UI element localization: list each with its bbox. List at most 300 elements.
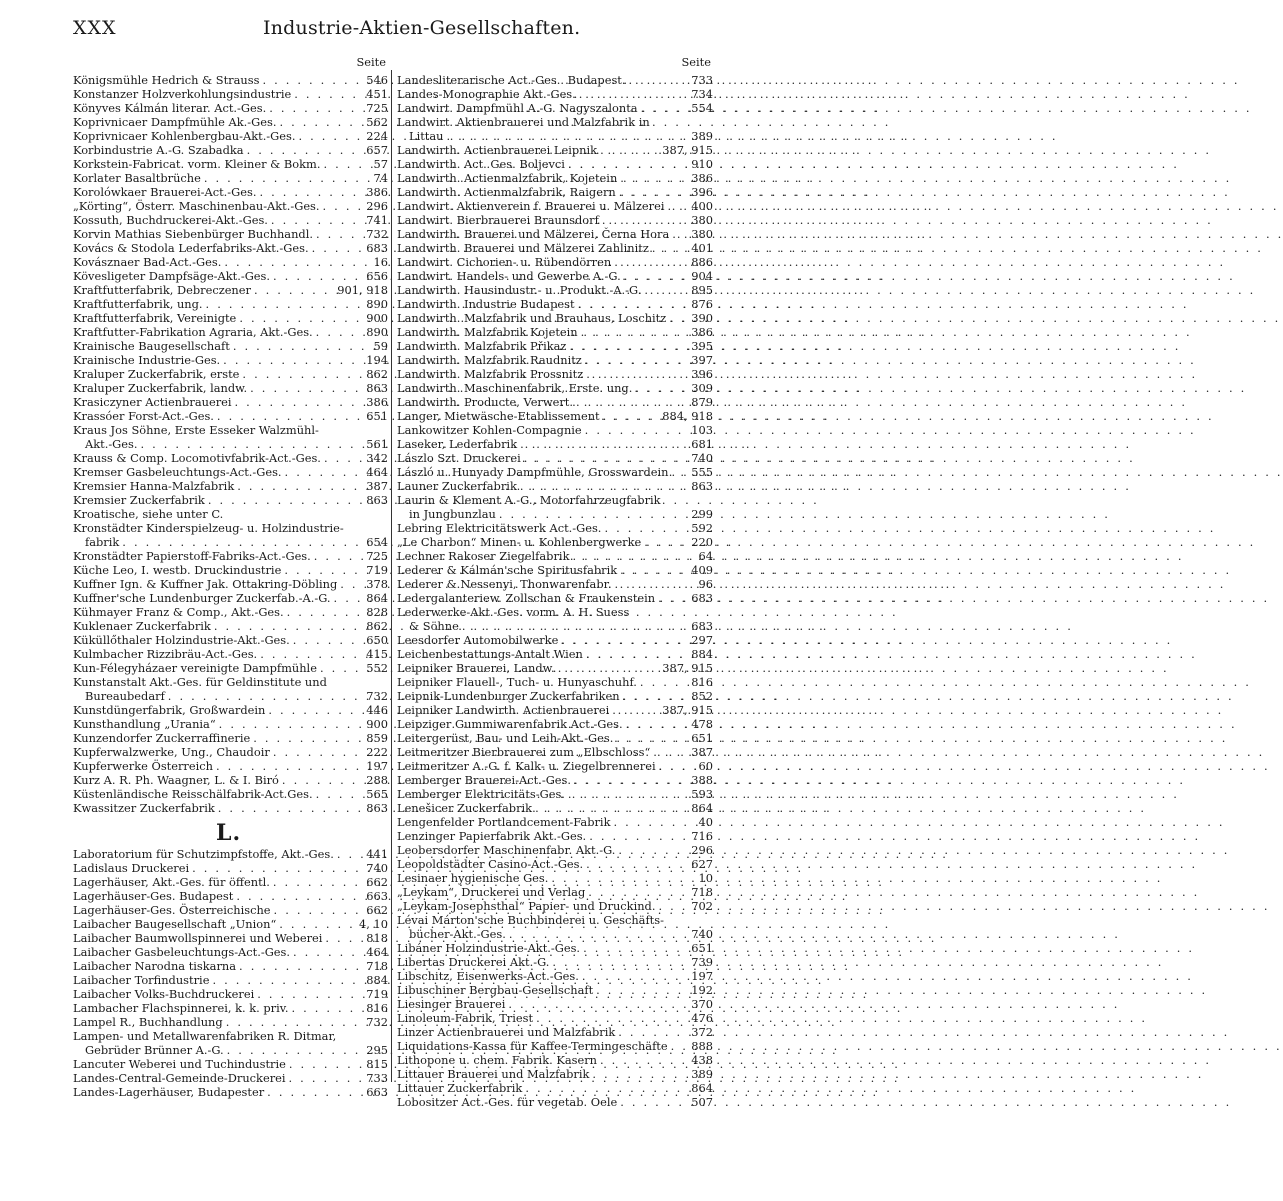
entry-page: 40 xyxy=(698,815,713,829)
dot-leader xyxy=(671,1039,686,1053)
index-entry xyxy=(73,745,388,759)
dot-leader xyxy=(669,311,686,325)
entry-page: 863 xyxy=(691,479,713,493)
dot-leader xyxy=(285,465,361,479)
dot-leader xyxy=(524,451,686,465)
entry-name: Laibacher Gasbeleuchtungs-Act.-Ges. xyxy=(73,945,291,959)
index-entry xyxy=(73,773,388,787)
entry-name: Lenešicer Zuckerfabrik xyxy=(397,801,533,815)
dot-leader xyxy=(616,731,686,745)
index-entry xyxy=(73,605,388,619)
entry-name: „Leykam-Josephsthal“ Papier- und Druckind. xyxy=(397,899,656,913)
index-entry xyxy=(73,875,388,889)
dot-leader xyxy=(293,633,361,647)
entry-name: Kraftfutterfabrik, Debreczener xyxy=(73,283,251,297)
entry-name: Lechner Rakoser Ziegelfabrik xyxy=(397,549,570,563)
index-list-k xyxy=(73,73,388,815)
index-entry xyxy=(73,423,388,437)
index-entry xyxy=(397,563,713,577)
entry-name: Lagerhäuser-Ges. Österreichische xyxy=(73,903,271,917)
entry-page: 651 xyxy=(691,941,713,955)
index-entry xyxy=(73,917,388,931)
dot-leader xyxy=(268,703,361,717)
entry-name: Kövesligeter Dampfsäge-Akt.-Ges. xyxy=(73,269,271,283)
index-entry xyxy=(397,479,713,493)
entry-page: 884 xyxy=(366,973,388,987)
index-entry xyxy=(397,255,713,269)
entry-page: 60 xyxy=(698,759,713,773)
entry-name: Laibacher Baumwollspinnerei und Weberei xyxy=(73,931,323,945)
entry-name: Küküllőthaler Holzindustrie-Akt.-Ges. xyxy=(73,633,290,647)
index-entry xyxy=(397,171,713,185)
index-entry xyxy=(397,437,713,451)
entry-page: 863 xyxy=(366,493,388,507)
dot-leader xyxy=(613,815,686,829)
index-entry xyxy=(397,311,713,325)
dot-leader xyxy=(298,129,361,143)
entry-name: Libschitz, Eisenwerks-Act.-Ges. xyxy=(397,969,579,983)
index-entry xyxy=(73,73,388,87)
entry-name: Landwirth. Actienmalzfabrik, Raigern xyxy=(397,185,616,199)
dot-leader xyxy=(558,661,660,675)
entry-page: 386 xyxy=(691,325,713,339)
dot-leader xyxy=(618,1025,686,1039)
dot-leader xyxy=(289,1071,361,1085)
entry-name: Lagerhäuser-Ges. Budapest xyxy=(73,889,234,903)
index-entry xyxy=(397,535,713,549)
entry-name: Kuffner'sche Lundenburger Zuckerfab.-A.-G. xyxy=(73,591,331,605)
entry-page: 400 xyxy=(691,199,713,213)
dot-leader xyxy=(586,857,686,871)
entry-name: Krassóer Forst-Act.-Ges. xyxy=(73,409,214,423)
entry-name: Kraftfutterfabrik, Vereinigte xyxy=(73,311,237,325)
entry-name: Lemberger Elektricitäts-Ges. xyxy=(397,787,565,801)
entry-name: Kovásznaer Bad-Act.-Ges. xyxy=(73,255,222,269)
entry-page: 387, 915 xyxy=(662,703,713,717)
index-entry xyxy=(397,73,713,87)
dot-leader xyxy=(233,339,361,353)
entry-page: 657 xyxy=(366,143,388,157)
dot-leader xyxy=(561,633,686,647)
entry-name: Landwirth. Brauerei und Mälzerei, Černa Hora xyxy=(397,227,670,241)
entry-page: 372 xyxy=(691,1025,713,1039)
entry-name: Littau xyxy=(409,129,444,143)
index-entry xyxy=(397,283,713,297)
index-entry xyxy=(397,1067,713,1081)
index-entry xyxy=(73,297,388,311)
entry-page: 650 xyxy=(366,633,388,647)
dot-leader xyxy=(287,605,361,619)
dot-leader xyxy=(535,801,686,815)
index-entry xyxy=(397,717,713,731)
entry-page: 342 xyxy=(366,451,388,465)
entry-page: 895 xyxy=(691,283,713,297)
entry-name: Kossuth, Buchdruckerei-Akt.-Ges. xyxy=(73,213,268,227)
entry-page: 555 xyxy=(691,465,713,479)
entry-name: Littauer Brauerei und Malzfabrik xyxy=(397,1067,590,1081)
dot-leader xyxy=(586,367,686,381)
dot-leader xyxy=(579,87,686,101)
entry-page: 718 xyxy=(366,959,388,973)
entry-name: Leipniker Brauerei, Landw. xyxy=(397,661,555,675)
entry-page: 732 xyxy=(366,1015,388,1029)
entry-name: Langer, Mietwäsche-Etablissement xyxy=(397,409,600,423)
dot-leader xyxy=(644,535,686,549)
entry-page: 816 xyxy=(691,675,713,689)
entry-name: „Le Charbon“ Minen- u. Kohlenbergwerke xyxy=(397,535,642,549)
index-entry xyxy=(397,983,713,997)
dot-leader xyxy=(509,927,686,941)
entry-page: 220 xyxy=(691,535,713,549)
entry-page: 297 xyxy=(691,633,713,647)
index-entry xyxy=(397,619,713,633)
dot-leader xyxy=(635,381,686,395)
dot-leader xyxy=(520,479,686,493)
entry-name: Königsmühle Hedrich & Strauss xyxy=(73,73,260,87)
entry-page: 10 xyxy=(698,871,713,885)
index-entry xyxy=(73,633,388,647)
index-entry xyxy=(73,647,388,661)
entry-name: Kupferwerke Österreich xyxy=(73,759,213,773)
entry-page: 816 xyxy=(366,1001,388,1015)
entry-name: Lederer & Nessenyi, Thonwarenfabr. xyxy=(397,577,612,591)
entry-page: 852 xyxy=(691,689,713,703)
entry-page: 740 xyxy=(691,927,713,941)
index-entry xyxy=(397,269,713,283)
entry-page: 732 xyxy=(366,227,388,241)
entry-page: 890 xyxy=(366,325,388,339)
entry-page: 441 xyxy=(366,847,388,861)
entry-name: Lampen- und Metallwarenfabriken R. Ditmar, xyxy=(73,1029,337,1043)
index-entry xyxy=(397,703,713,717)
entry-name: Bureaubedarf xyxy=(85,689,165,703)
entry-page: 476 xyxy=(691,1011,713,1025)
dot-leader xyxy=(585,423,686,437)
entry-name: Kremser Gasbeleuchtungs-Act.-Ges. xyxy=(73,465,282,479)
entry-name: Kraftfutterfabrik, ung. xyxy=(73,297,203,311)
entry-name: Laibacher Torfindustrie xyxy=(73,973,210,987)
entry-page: 561 xyxy=(366,437,388,451)
entry-name: Lithopone u. chem. Fabrik. Kasern xyxy=(397,1053,598,1067)
dot-leader xyxy=(323,199,361,213)
dot-leader xyxy=(140,437,361,451)
dot-leader xyxy=(273,745,361,759)
dot-leader xyxy=(212,973,361,987)
index-entry xyxy=(397,213,713,227)
entry-name: Linoleum-Fabrik, Triest xyxy=(397,1011,534,1025)
index-entry xyxy=(73,731,388,745)
index-entry xyxy=(397,325,713,339)
entry-page: 890 xyxy=(366,297,388,311)
entry-name: Kunstdüngerfabrik, Großwardein xyxy=(73,703,266,717)
entry-name: Landwirth. Producte, Verwert. xyxy=(397,395,574,409)
entry-page: 386 xyxy=(366,185,388,199)
index-entry xyxy=(73,381,388,395)
index-entry xyxy=(397,801,713,815)
dot-leader xyxy=(122,535,361,549)
dot-leader xyxy=(262,73,361,87)
index-entry xyxy=(397,1011,713,1025)
entry-page: 900 xyxy=(366,311,388,325)
dot-leader xyxy=(325,931,361,945)
entry-page: 288 xyxy=(366,773,388,787)
dot-leader xyxy=(237,479,361,493)
entry-page: 627 xyxy=(691,857,713,871)
dot-leader xyxy=(235,395,361,409)
index-entry xyxy=(397,465,713,479)
dot-leader xyxy=(257,987,361,1001)
index-entry xyxy=(73,1071,388,1085)
dot-leader xyxy=(586,647,686,661)
index-entry xyxy=(73,661,388,675)
dot-leader xyxy=(582,969,686,983)
entry-page: 192 xyxy=(691,983,713,997)
entry-name: Liesinger Brauerei xyxy=(397,997,506,1011)
entry-name: Kremsier Zuckerfabrik xyxy=(73,493,205,507)
dot-leader xyxy=(499,507,686,521)
dot-leader xyxy=(340,577,361,591)
entry-page: 224 xyxy=(366,129,388,143)
entry-name: Lagerhäuser, Akt.-Ges. für öffentl. xyxy=(73,875,270,889)
entry-page: 554 xyxy=(691,101,713,115)
dot-leader xyxy=(620,563,686,577)
dot-leader xyxy=(282,773,361,787)
index-entry xyxy=(397,577,713,591)
index-entry xyxy=(397,185,713,199)
entry-page: 662 xyxy=(366,903,388,917)
entry-name: Landwirth. Actienmalzfabrik, Kojetein xyxy=(397,171,618,185)
section-letter: L. xyxy=(216,820,242,846)
index-entry xyxy=(397,661,713,675)
entry-name: Könyves Kálmán literar. Act.-Ges. xyxy=(73,101,267,115)
dot-leader xyxy=(271,213,361,227)
entry-page: 683 xyxy=(691,591,713,605)
dot-leader xyxy=(603,409,660,423)
dot-leader xyxy=(569,339,686,353)
entry-name: in Jungbunzlau xyxy=(409,507,496,521)
index-entry xyxy=(73,507,388,521)
index-entry xyxy=(397,367,713,381)
entry-name: Konstanzer Holzverkohlungsindustrie xyxy=(73,87,292,101)
entry-name: bücher-Akt.-Ges. xyxy=(409,927,506,941)
index-entry xyxy=(397,451,713,465)
index-entry xyxy=(73,549,388,563)
entry-name: Kunsthandlung „Urania“ xyxy=(73,717,216,731)
entry-name: „Körting“, Österr. Maschinenbau-Akt.-Ges. xyxy=(73,199,320,213)
entry-page: 683 xyxy=(366,241,388,255)
entry-name: & Söhne xyxy=(409,619,459,633)
index-entry xyxy=(73,591,388,605)
index-entry xyxy=(73,787,388,801)
entry-name: Landwirt. Dampfmühl A.-G. Nagyszalonta xyxy=(397,101,638,115)
dot-leader xyxy=(641,101,686,115)
index-entry xyxy=(397,647,713,661)
index-list-right xyxy=(397,73,713,1109)
entry-name: Lobositzer Act.-Ges. für vegetab. Oele xyxy=(397,1095,618,1109)
dot-leader xyxy=(267,1085,361,1099)
dot-leader xyxy=(259,185,361,199)
entry-name: Laurin & Klement A.-G., Motorfahrzeugfabrik xyxy=(397,493,661,507)
entry-name: Leopoldstädter Casino-Act.-Ges. xyxy=(397,857,584,871)
entry-name: Lampel R., Buchhandlung xyxy=(73,1015,223,1029)
entry-name: Leipniker Landwirth. Actienbrauerei xyxy=(397,703,610,717)
section-letter-heading xyxy=(73,815,388,847)
index-entry xyxy=(397,339,713,353)
entry-name: Leitmeritzer Bierbrauerei zum „Elbschloss“ xyxy=(397,745,651,759)
entry-name: Leipziger Gummiwarenfabrik Act.-Ges. xyxy=(397,717,623,731)
entry-name: Ladislaus Druckerei xyxy=(73,861,190,875)
dot-leader xyxy=(293,945,361,959)
entry-page: 389 xyxy=(691,129,713,143)
index-entry xyxy=(73,143,388,157)
dot-leader xyxy=(612,703,659,717)
dot-leader xyxy=(576,395,686,409)
entry-page: 388 xyxy=(691,773,713,787)
index-entry xyxy=(397,549,713,563)
entry-name: Kupferwalzwerke, Ung., Chaudoir xyxy=(73,745,270,759)
entry-page: 716 xyxy=(691,829,713,843)
entry-name: Littauer Zuckerfabrik xyxy=(397,1081,523,1095)
entry-name: Landwirth. Malzfabrik Prossnitz xyxy=(397,367,584,381)
index-entry xyxy=(397,157,713,171)
entry-name: Landwirth. Industrie Budapest xyxy=(397,297,575,311)
dot-leader xyxy=(224,255,361,269)
index-entry xyxy=(73,283,388,297)
entry-name: Liquidations-Kassa für Kaffee-Termingeschäfte xyxy=(397,1039,668,1053)
entry-page: 651 xyxy=(691,731,713,745)
page-number: XXX xyxy=(73,17,117,39)
entry-page: 478 xyxy=(691,717,713,731)
entry-page: 859 xyxy=(366,731,388,745)
dot-leader xyxy=(217,409,361,423)
entry-name: Lederwerke-Akt.-Ges. vorm. A. H. Suess xyxy=(397,605,630,619)
entry-page: 888 xyxy=(691,1039,713,1053)
entry-page: 651 xyxy=(366,409,388,423)
index-entry xyxy=(397,381,713,395)
dot-leader xyxy=(192,861,361,875)
entry-page: 387 xyxy=(691,745,713,759)
dot-leader xyxy=(260,647,361,661)
entry-page: 863 xyxy=(366,381,388,395)
entry-name: Laibacher Baugesellschaft „Union“ xyxy=(73,917,277,931)
entry-name: Leichenbestattungs-Antalt Wien xyxy=(397,647,583,661)
dot-leader xyxy=(604,521,686,535)
index-entry xyxy=(397,773,713,787)
entry-name: Lászlo Szt. Druckerei xyxy=(397,451,521,465)
entry-name: Ledergalanteriew. Zollschan & Fraukenstein xyxy=(397,591,656,605)
entry-name: Korbindustrie A.-G. Szabadka xyxy=(73,143,244,157)
entry-name: Kühmayer Franz & Comp., Akt.-Ges. xyxy=(73,605,284,619)
entry-name: Landwirt. Bierbrauerei Braunsdorf xyxy=(397,213,599,227)
dot-leader xyxy=(552,955,686,969)
entry-page: 295 xyxy=(366,1043,388,1057)
entry-page: 74 xyxy=(373,171,388,185)
index-entry xyxy=(397,731,713,745)
index-entry xyxy=(397,857,713,871)
entry-page: 654 xyxy=(366,535,388,549)
dot-leader xyxy=(600,143,659,157)
entry-name: Kurz A. R. Ph. Waagner, L. & I. Biró xyxy=(73,773,279,787)
entry-name: Lemberger Brauerei-Act.-Ges. xyxy=(397,773,572,787)
entry-name: Koprivnicaer Dampfmühle Ak.-Ges. xyxy=(73,115,277,129)
dot-leader xyxy=(284,563,361,577)
entry-page: 593 xyxy=(691,787,713,801)
page-title: Industrie-Aktien-Gesellschaften. xyxy=(263,17,581,39)
entry-page: 863 xyxy=(366,801,388,815)
entry-name: Libuschiner Bergbau-Gesellschaft xyxy=(397,983,594,997)
entry-page: 718 xyxy=(691,885,713,899)
index-entry xyxy=(397,955,713,969)
index-entry xyxy=(73,437,388,451)
index-entry xyxy=(397,1025,713,1039)
entry-name: Leobersdorfer Maschinenfabr. Akt.-G. xyxy=(397,843,616,857)
entry-name: Landwirth. Maschinenfabrik, Erste. ung. xyxy=(397,381,633,395)
entry-name: Lancuter Weberei und Tuchindustrie xyxy=(73,1057,286,1071)
entry-name: Landwirth. Malzfabrik Přikaz xyxy=(397,339,567,353)
dot-leader xyxy=(226,1015,361,1029)
index-entry xyxy=(397,969,713,983)
dot-leader xyxy=(324,451,361,465)
dot-leader xyxy=(653,745,686,759)
entry-name: Leitergerüst, Bau- und Leih-Akt.-Ges. xyxy=(397,731,614,745)
dot-leader xyxy=(624,269,686,283)
dot-leader xyxy=(619,185,686,199)
dot-leader xyxy=(334,591,361,605)
index-entry xyxy=(73,563,388,577)
dot-leader xyxy=(291,1001,361,1015)
dot-leader xyxy=(316,227,361,241)
entry-name: Leesdorfer Automobilwerke xyxy=(397,633,559,647)
dot-leader xyxy=(551,871,686,885)
entry-page: 552 xyxy=(366,661,388,675)
entry-page: 740 xyxy=(691,451,713,465)
entry-name: Kraluper Zuckerfabrik, landw. xyxy=(73,381,248,395)
entry-page: 733 xyxy=(366,1071,388,1085)
entry-page: 507 xyxy=(691,1095,713,1109)
entry-name: Landwirth. Malzfabrik und Brauhaus, Loschitz xyxy=(397,311,667,325)
index-entry xyxy=(397,115,713,129)
entry-page: 546 xyxy=(366,73,388,87)
entry-page: 884 xyxy=(691,647,713,661)
entry-name: Lengenfelder Portlandcement-Fabrik xyxy=(397,815,611,829)
entry-page: 719 xyxy=(366,987,388,1001)
entry-name: Kwassitzer Zuckerfabrik xyxy=(73,801,215,815)
entry-page: 562 xyxy=(366,115,388,129)
entry-page: 438 xyxy=(691,1053,713,1067)
entry-page: 884, 918 xyxy=(662,409,713,423)
index-entry xyxy=(73,87,388,101)
index-entry xyxy=(397,899,713,913)
entry-name: Gebrüder Brünner A.-G. xyxy=(85,1043,224,1057)
entry-page: 663 xyxy=(366,889,388,903)
dot-leader xyxy=(219,717,361,731)
entry-name: Landwirt. Aktienverein f. Brauerei u. Mälzerei xyxy=(397,199,665,213)
index-entry xyxy=(397,297,713,311)
dot-leader xyxy=(253,731,361,745)
index-entry xyxy=(397,507,713,521)
index-entry xyxy=(73,171,388,185)
entry-name: Landwirt. Cichorien- u. Rübendörren xyxy=(397,255,612,269)
entry-name: Leipniker Flauell-, Tuch- u. Hunyaschuhf. xyxy=(397,675,637,689)
dot-leader xyxy=(568,157,686,171)
index-entry xyxy=(73,535,388,549)
entry-page: 719 xyxy=(366,563,388,577)
dot-leader xyxy=(667,199,686,213)
entry-page: 396 xyxy=(691,185,713,199)
index-entry xyxy=(397,129,713,143)
dot-leader xyxy=(572,549,686,563)
entry-page: 886 xyxy=(691,255,713,269)
